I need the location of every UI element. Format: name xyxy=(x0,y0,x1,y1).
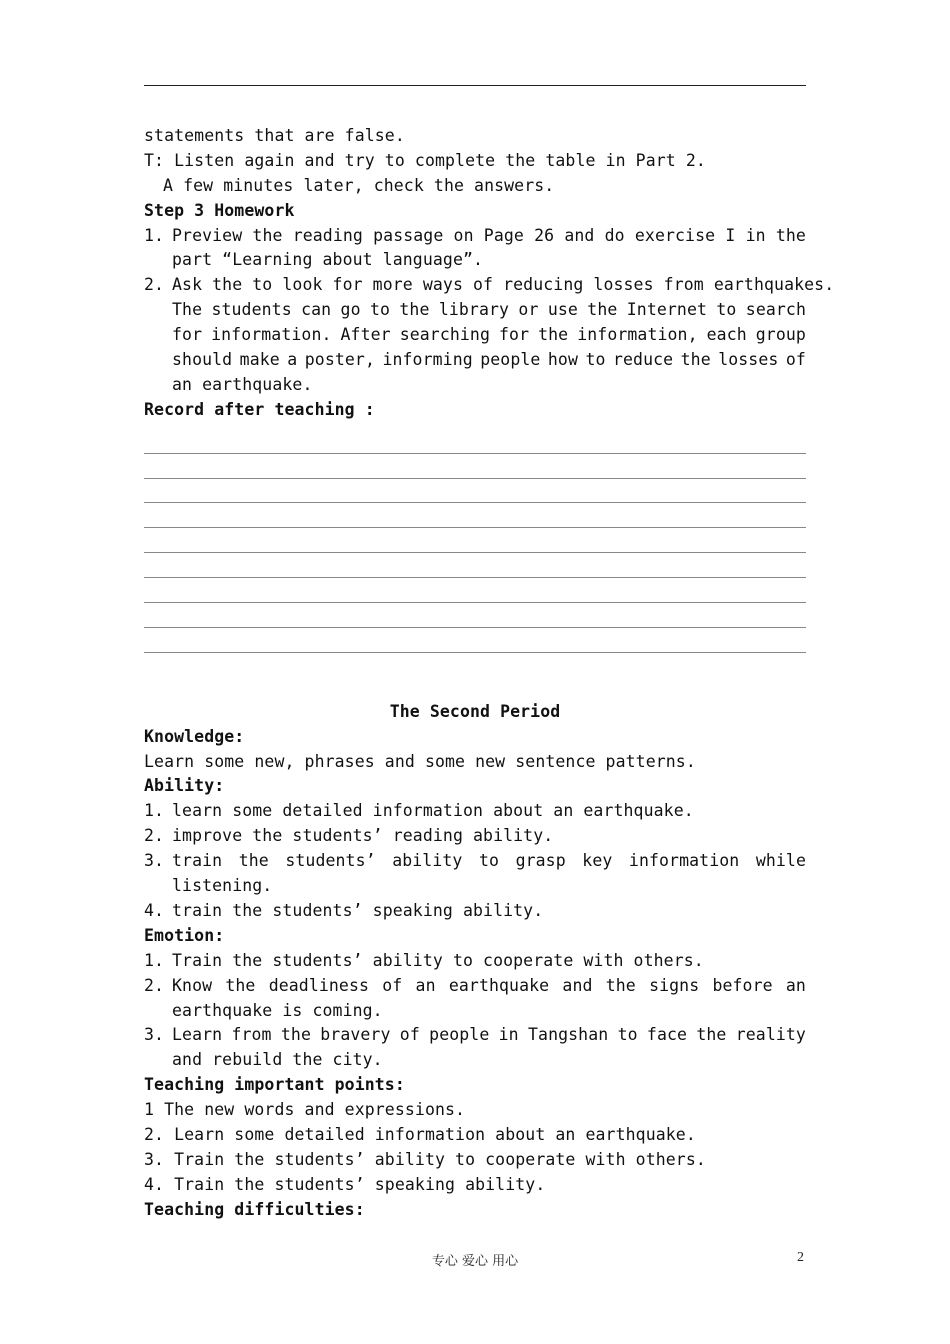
justified-line xyxy=(144,323,806,348)
word: signs xyxy=(649,975,700,995)
word: search xyxy=(745,300,806,320)
list-item: 4. Train the students’ speaking ability. xyxy=(144,1174,546,1194)
blank-line xyxy=(144,628,806,653)
word: people xyxy=(429,1025,490,1045)
list-text: train the students’ speaking ability. xyxy=(172,900,544,920)
word: information. xyxy=(211,325,332,345)
word: while xyxy=(755,851,806,871)
list-item xyxy=(144,949,806,974)
blank-line xyxy=(144,479,806,504)
list-item xyxy=(144,1023,806,1048)
list-number: 2. xyxy=(144,826,165,846)
list-number: 1. xyxy=(144,225,165,245)
blank-line xyxy=(144,553,806,578)
word: go xyxy=(340,300,361,320)
list-item xyxy=(144,974,806,999)
word: exercise xyxy=(634,225,716,245)
page-content xyxy=(144,124,835,1223)
word: how xyxy=(547,350,578,370)
section-gap xyxy=(144,653,806,700)
word: use xyxy=(547,300,578,320)
word: an xyxy=(785,975,806,995)
word: in xyxy=(498,1025,519,1045)
word: an xyxy=(415,975,436,995)
text-line: A few minutes later, check the answers. xyxy=(163,175,555,195)
list-number: 3. xyxy=(144,1025,165,1045)
footer-motto: 专心 爱心 用心 xyxy=(431,1254,519,1269)
section-heading: Emotion: xyxy=(144,925,225,945)
section-heading: Record after teaching : xyxy=(144,399,375,419)
list-item: 2. Learn some detailed information about an earthquake. xyxy=(144,1124,696,1144)
header-rule xyxy=(144,85,806,86)
list-item xyxy=(144,824,806,849)
list-item xyxy=(144,899,806,924)
word: each xyxy=(706,325,747,345)
text-line: statements that are false. xyxy=(144,126,405,145)
justified-line xyxy=(172,1023,806,1048)
word: reality xyxy=(735,1025,806,1045)
word: students’ xyxy=(285,851,376,871)
word: and xyxy=(562,975,593,995)
blank-line xyxy=(144,503,806,528)
word: should xyxy=(172,350,233,370)
word: the xyxy=(252,225,283,245)
word: Know xyxy=(172,975,213,995)
word: the xyxy=(696,1025,727,1045)
word: of xyxy=(785,350,806,370)
word: bravery xyxy=(320,1025,391,1045)
section-heading: Teaching important points: xyxy=(144,1075,405,1095)
word: Internet xyxy=(626,300,708,320)
word: on xyxy=(453,225,474,245)
list-number: 4. xyxy=(144,900,165,920)
list-item xyxy=(144,273,835,298)
text-line: an earthquake. xyxy=(172,374,313,394)
text-line: earthquake is coming. xyxy=(172,1000,383,1020)
word: grasp xyxy=(515,851,566,871)
word: face xyxy=(646,1025,688,1045)
justified-line xyxy=(144,298,806,323)
list-item: 3. Train the students’ ability to cooperate with others. xyxy=(144,1149,706,1169)
word: the xyxy=(399,300,430,320)
word: passage xyxy=(373,225,444,245)
word: the xyxy=(605,975,636,995)
word: and xyxy=(564,225,595,245)
page-number: 2 xyxy=(797,1250,804,1265)
text-line: and rebuild the city. xyxy=(172,1050,383,1070)
word: information xyxy=(628,851,740,871)
word: of xyxy=(382,975,403,995)
list-text: Train the students’ ability to cooperate with others. xyxy=(172,950,704,970)
list-item xyxy=(144,849,806,874)
word: make xyxy=(239,350,280,370)
list-text: improve the students’ reading ability. xyxy=(172,826,554,846)
word: to xyxy=(585,350,606,370)
word: earthquake xyxy=(448,975,550,995)
list-number: 1. xyxy=(144,801,165,821)
word: After xyxy=(340,325,391,345)
text-line: listening. xyxy=(172,876,273,896)
word: to xyxy=(478,851,500,871)
word: to xyxy=(369,300,391,320)
word: the xyxy=(538,325,569,345)
word: library xyxy=(438,300,510,320)
word: the xyxy=(238,851,269,871)
word: can xyxy=(301,300,332,320)
word: from xyxy=(231,1025,272,1045)
word: to xyxy=(617,1025,638,1045)
list-text: learn some detailed information about an earthquake. xyxy=(172,801,694,821)
word: the xyxy=(587,300,618,320)
word: people xyxy=(480,350,541,370)
word: Page xyxy=(483,225,524,245)
justified-line xyxy=(172,974,806,999)
word: group xyxy=(755,325,806,345)
word: informing xyxy=(382,350,473,370)
word: Preview xyxy=(172,225,243,245)
word: I xyxy=(725,225,736,245)
text-line: part “Learning about language”. xyxy=(172,250,484,270)
word: ability xyxy=(392,851,463,871)
text-line: Ask the to look for more ways of reducing losses from earthquakes. xyxy=(172,275,835,295)
word: a xyxy=(287,350,298,370)
word: the xyxy=(775,225,806,245)
word: or xyxy=(518,300,539,320)
word: Learn xyxy=(172,1025,223,1045)
section-heading: Ability: xyxy=(144,776,225,796)
section-heading: Knowledge: xyxy=(144,726,245,746)
list-item: 1 The new words and expressions. xyxy=(144,1100,466,1120)
blank-line xyxy=(144,429,806,454)
word: the xyxy=(225,975,256,995)
list-number: 3. xyxy=(144,851,165,871)
word: Tangshan xyxy=(528,1025,609,1045)
word: reading xyxy=(292,225,363,245)
list-number: 2. xyxy=(144,275,165,295)
section-title: The Second Period xyxy=(389,701,561,721)
word: for xyxy=(172,325,203,345)
word: key xyxy=(582,851,613,871)
word: deadliness xyxy=(268,975,370,995)
list-item xyxy=(144,799,806,824)
word: do xyxy=(604,225,625,245)
word: students xyxy=(211,300,292,320)
word: The xyxy=(172,300,203,320)
text-line: Learn some new, phrases and some new sentence patterns. xyxy=(144,751,696,771)
word: train xyxy=(172,851,223,871)
blank-line xyxy=(144,578,806,603)
word: to xyxy=(716,300,737,320)
section-heading: Step 3 Homework xyxy=(144,200,295,220)
justified-line xyxy=(144,348,806,373)
word: 26 xyxy=(534,225,555,245)
word: in xyxy=(745,225,766,245)
word: reduce xyxy=(612,350,674,370)
list-item xyxy=(144,224,806,249)
record-blank-lines xyxy=(144,429,806,653)
word: losses xyxy=(718,350,779,370)
justified-line xyxy=(172,849,806,874)
word: of xyxy=(399,1025,420,1045)
list-number: 2. xyxy=(144,975,165,995)
word: the xyxy=(680,350,711,370)
section-heading: Teaching difficulties: xyxy=(144,1199,365,1219)
list-number: 1. xyxy=(144,950,165,970)
blank-line xyxy=(144,528,806,553)
word: before xyxy=(712,975,773,995)
blank-line xyxy=(144,454,806,479)
word: the xyxy=(280,1025,311,1045)
word: poster, xyxy=(304,350,375,370)
word: searching xyxy=(399,325,490,345)
blank-line xyxy=(144,603,806,628)
text-line: T: Listen again and try to complete the table in Part 2. xyxy=(144,150,706,170)
word: information, xyxy=(577,325,698,345)
justified-line xyxy=(172,224,806,249)
word: for xyxy=(499,325,530,345)
